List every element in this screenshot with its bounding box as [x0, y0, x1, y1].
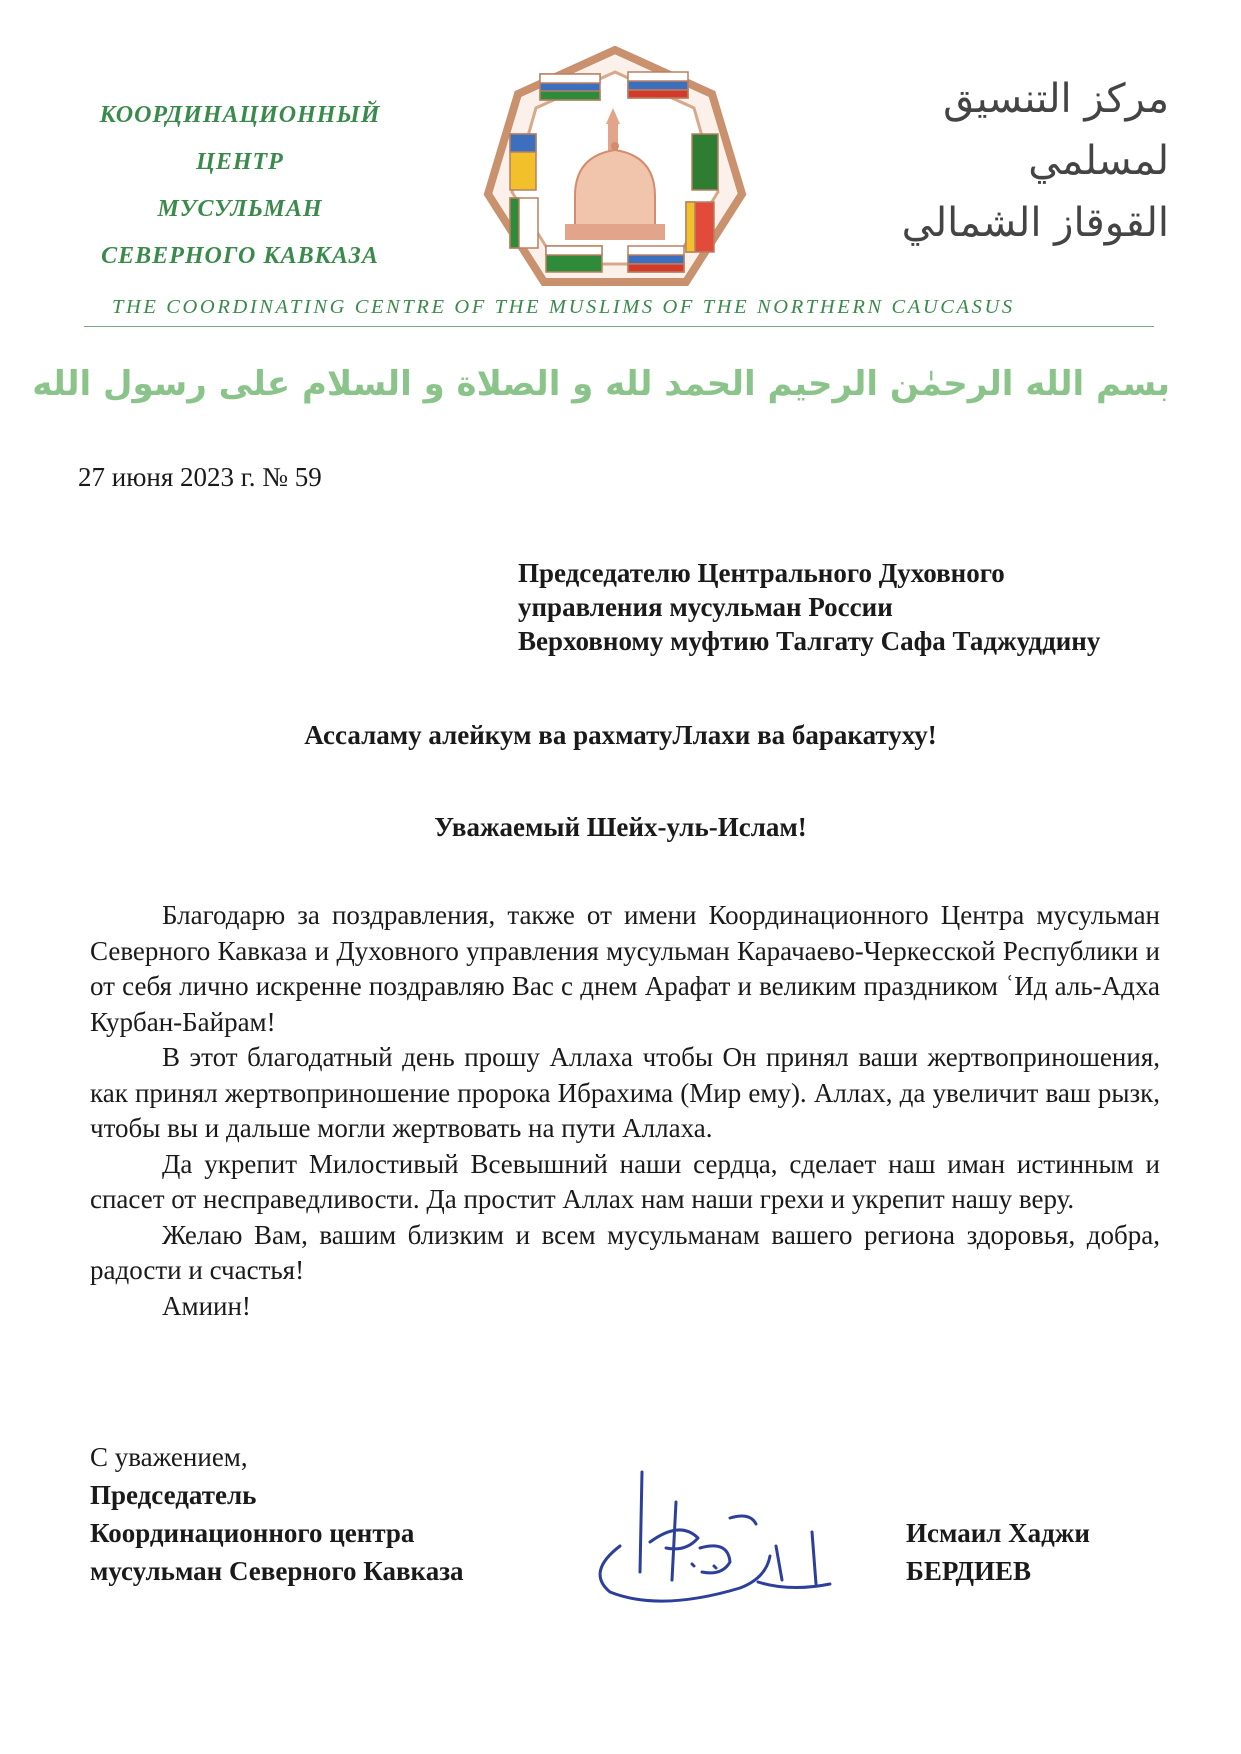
org-name-ru-line: КООРДИНАЦИОННЫЙ: [99, 102, 381, 128]
header-divider: [84, 326, 1154, 327]
letter-body: [90, 898, 1160, 1324]
org-name-english: THE COORDINATING CENTRE OF THE MUSLIMS OF THE NORTHERN CAUCASUS: [112, 296, 1015, 318]
signer-name-line: Исмаил Хаджи: [906, 1518, 1090, 1548]
addressee-block: [518, 556, 1100, 658]
date-number: 27 июня 2023 г. № 59: [78, 462, 322, 492]
position-line: мусульман Северного Кавказа: [90, 1556, 464, 1586]
org-name-ru-line: СЕВЕРНОГО КАВКАЗА: [101, 243, 379, 269]
signer-name: [906, 1514, 1090, 1590]
org-name-ar-line: مركز التنسيق: [943, 76, 1169, 122]
addressee-line: Председателю Центрального Духовного: [518, 558, 1005, 588]
greeting: Ассаламу алейкум ва рахматуЛлахи ва баракатуху!: [304, 720, 937, 750]
org-name-ar-line: القوقاز الشمالي: [901, 200, 1169, 246]
body-paragraph: Да укрепит Милостивый Всевышний наши сердца, сделает наш иман истинным и спасет от несправедливости. Да простит Аллах нам наши грехи и укрепит нашу веру.: [90, 1148, 1160, 1214]
position-line: Председатель: [90, 1480, 257, 1510]
handwritten-signature-icon: [580, 1460, 840, 1630]
org-name-ru-line: МУСУЛЬМАН: [157, 196, 323, 222]
body-paragraph: Благодарю за поздравления, также от имени Координационного Центра мусульман Северного Кавказа и Духовного управления мусульман Карачаево-Черкесской Республики и от себя лично искренне поздравляю Вас с днем Арафат и великим праздником ʿИд аль-Адха Курбан-Байрам!: [90, 900, 1160, 1037]
addressee-line: управления мусульман России: [518, 592, 893, 622]
org-name-ar-line: لمسلمي: [1028, 138, 1169, 184]
basmala: بسم الله الرحمٰن الرحيم الحمد لله و الصلاة و السلام على رسول الله: [32, 364, 1170, 404]
addressee-line: Верховному муфтию Талгату Сафа Таджуддину: [518, 626, 1101, 656]
body-paragraph: Желаю Вам, вашим близким и всем мусульманам вашего региона здоровья, добра, радости и счастья!: [90, 1219, 1160, 1285]
signer-name-line: БЕРДИЕВ: [906, 1556, 1032, 1586]
closing-phrase: С уважением,: [90, 1442, 248, 1472]
body-paragraph: Амиин!: [162, 1290, 251, 1321]
position-line: Координационного центра: [90, 1518, 415, 1548]
closing-block: [90, 1438, 464, 1590]
salutation: Уважаемый Шейх-уль-Ислам!: [434, 812, 807, 842]
mosque-flags-emblem-icon: [480, 46, 750, 294]
org-name-ru-line: ЦЕНТР: [196, 149, 284, 175]
body-paragraph: В этот благодатный день прошу Аллаха чтобы Он принял ваши жертвоприношения, как принял жертвоприношение пророка Ибрахима (Мир ему). Аллах, да увеличит ваш рызк, чтобы вы и дальше могли жертвовать на пути Аллаха.: [90, 1042, 1160, 1143]
org-name-arabic: [829, 68, 1169, 254]
org-name-russian: [70, 92, 410, 280]
